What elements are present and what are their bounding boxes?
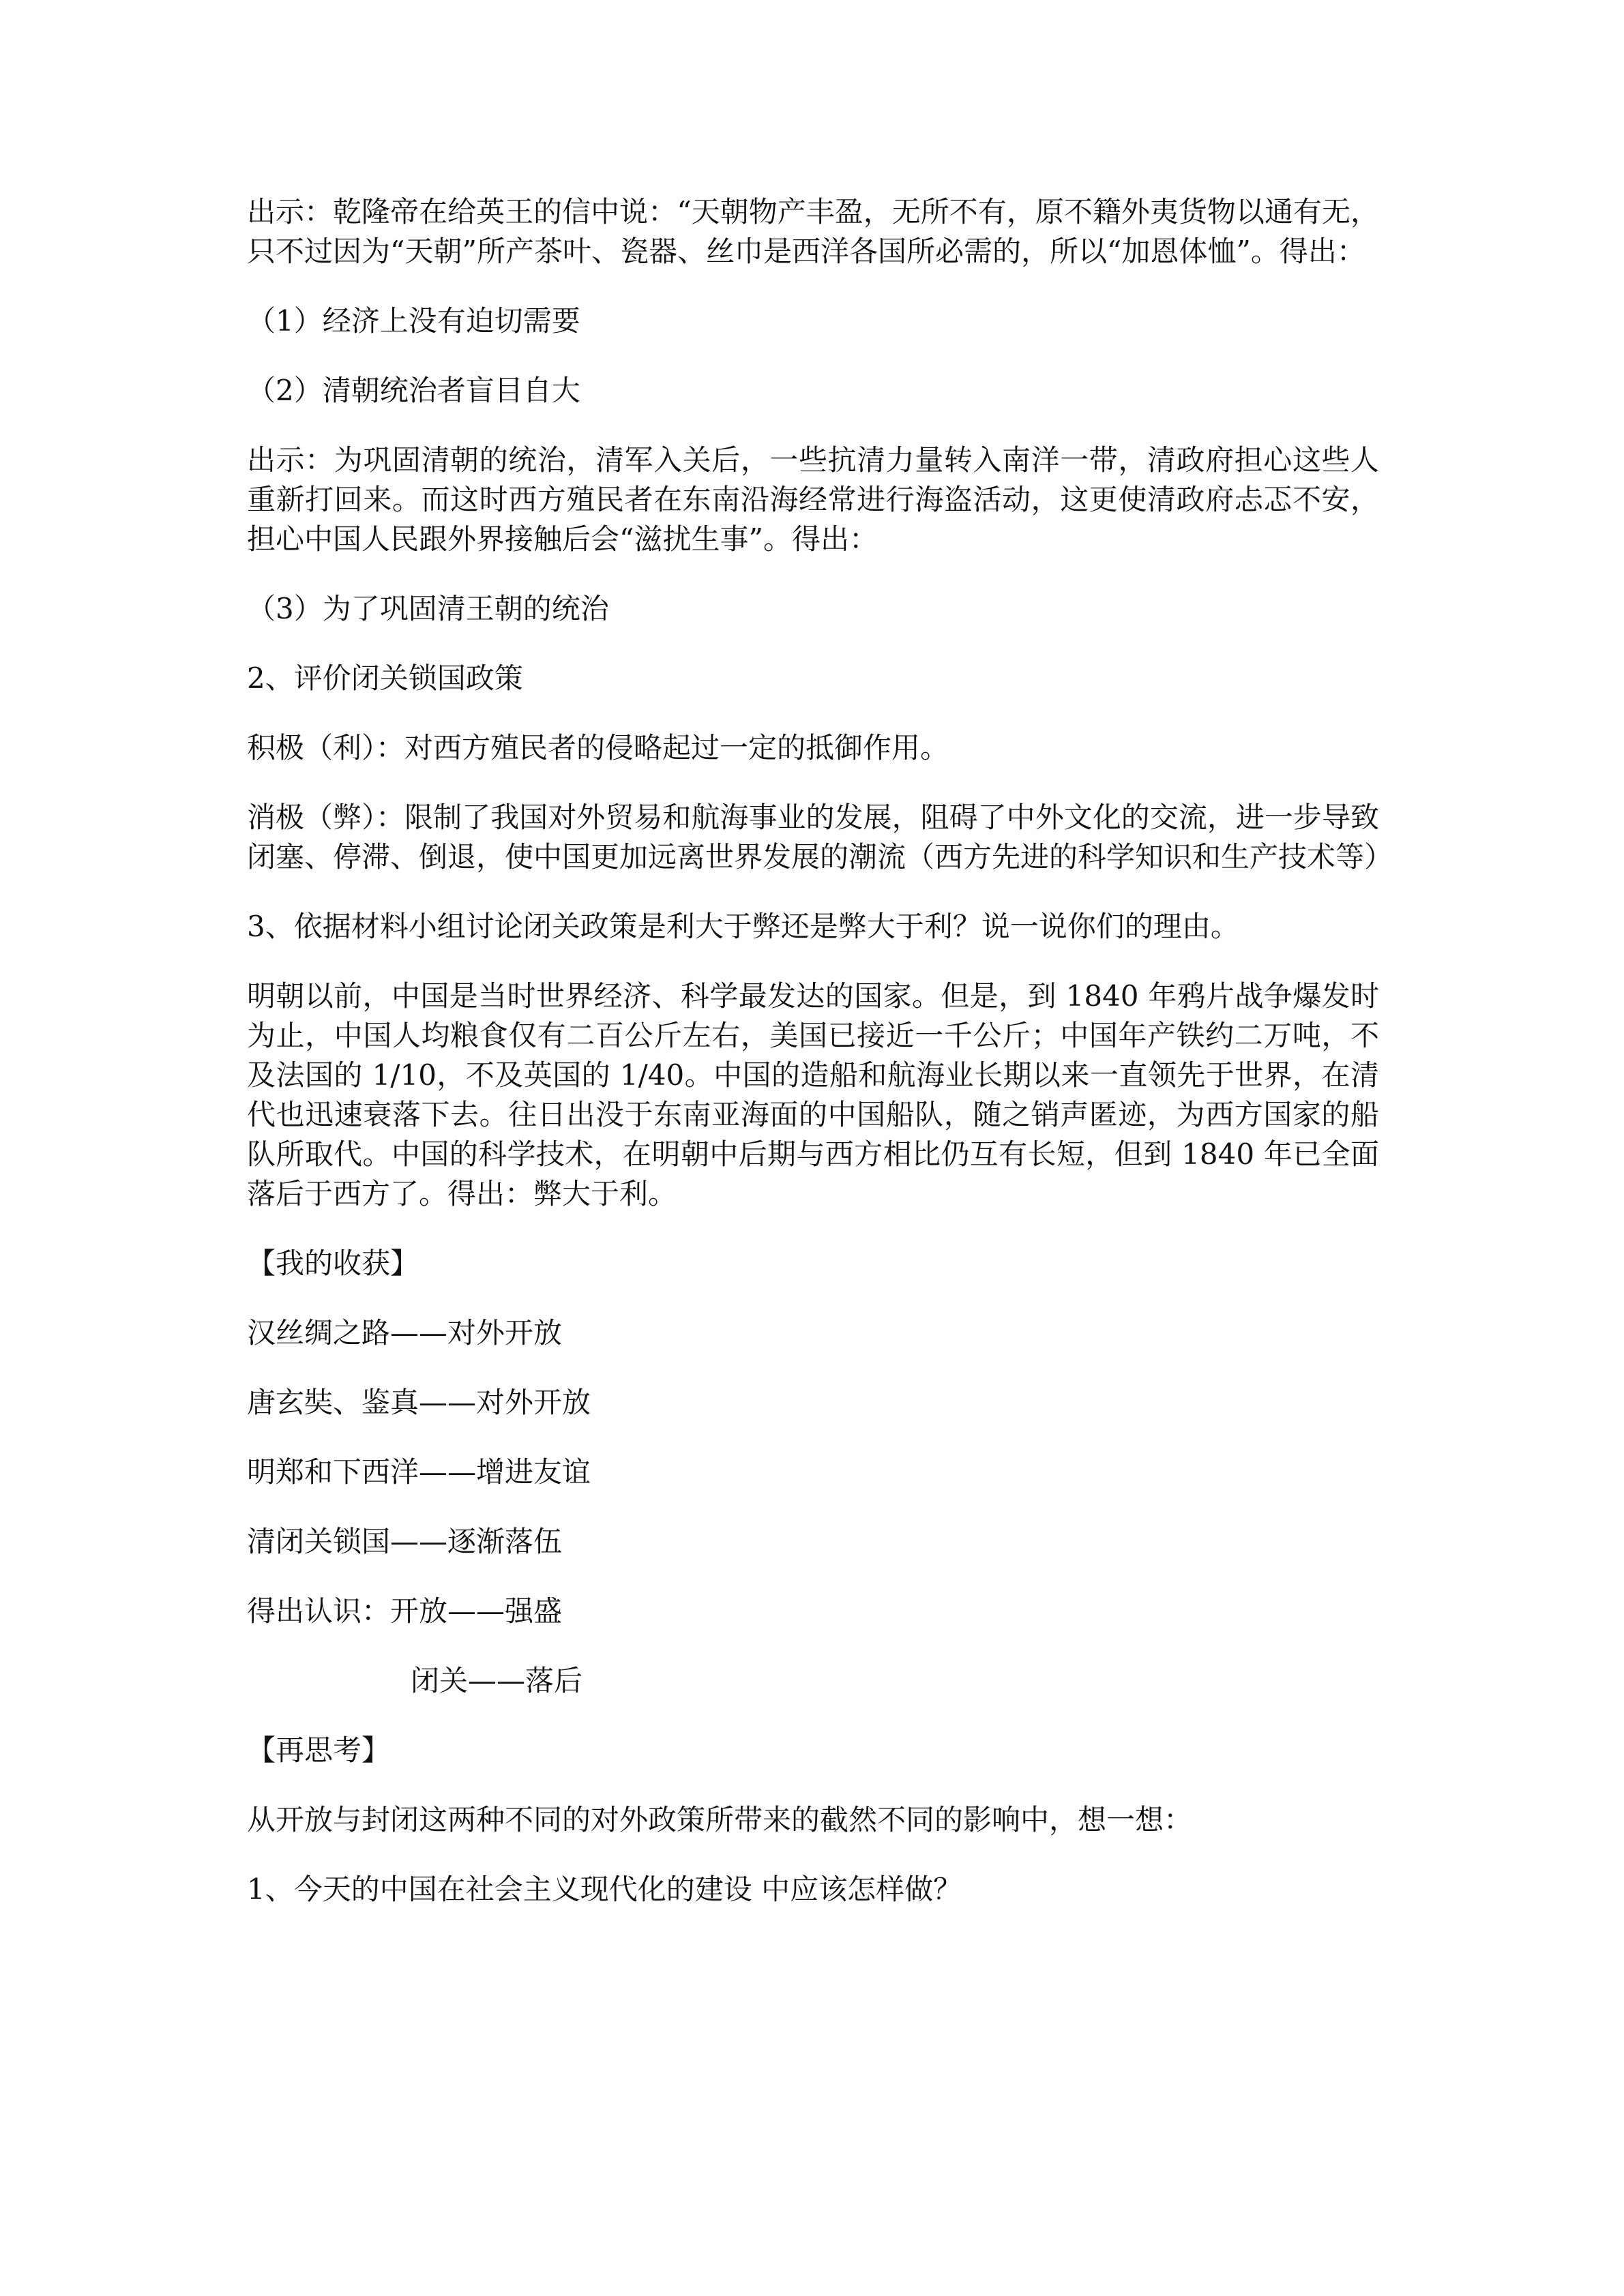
conclusion-open: 得出认识：开放——强盛	[247, 1594, 563, 1628]
gain-item-tang: 唐玄奘、鉴真——对外开放	[247, 1386, 591, 1419]
heading-group-discussion: 3、依据材料小组讨论闭关政策是利大于弊还是弊大于利？说一说你们的理由。	[247, 910, 1239, 943]
paragraph-ming-comparison: 明朝以前，中国是当时世界经济、科学最发达的国家。但是，到 1840 年鸦片战争爆发时为止，中国人均粮食仅有二百公斤左右，美国已接近一千公斤；中国年产铁约二万吨，不及法国的 1/10，不及英国的 1/40。中国的造船和航海业长期以来一直领先于世界，在清代也迅速衰落下去。往日出没于东南亚海面的中国船队，随之销声匿迹，为西方国家的船队所取代。中国的科学技术，在明朝中后期与西方相比仍互有长短，但到 1840 年已全面落后于西方了。得出：弊大于利。	[247, 979, 1379, 1210]
paragraph-reason-3: （3）为了巩固清王朝的统治	[247, 592, 609, 625]
heading-my-gains: 【我的收获】	[247, 1247, 419, 1280]
paragraph-reason-2: （2）清朝统治者盲目自大	[247, 374, 580, 407]
gain-item-qing: 清闭关锁国——逐渐落伍	[247, 1525, 563, 1558]
document-body	[247, 192, 1393, 1939]
gain-item-han: 汉丝绸之路——对外开放	[247, 1316, 563, 1350]
paragraph-qianlong-letter: 出示：乾隆帝在给英王的信中说：“天朝物产丰盈，无所不有，原不籍外夷货物以通有无，只不过因为“天朝”所产茶叶、瓷器、丝巾是西洋各国所必需的，所以“加恩体恤”。得出：	[247, 195, 1379, 268]
paragraph-positive: 积极（利）：对西方殖民者的侵略起过一定的抵御作用。	[247, 731, 949, 764]
gain-item-ming: 明郑和下西洋——增进友谊	[247, 1455, 591, 1489]
paragraph-rethink-prompt: 从开放与封闭这两种不同的对外政策所带来的截然不同的影响中，想一想：	[247, 1803, 1193, 1836]
paragraph-consolidate-rule: 出示：为巩固清朝的统治，清军入关后，一些抗清力量转入南洋一带，清政府担心这些人重新打回来。而这时西方殖民者在东南沿海经常进行海盗活动，这更使清政府忐忑不安，担心中国人民跟外界接触后会“滋扰生事”。得出：	[247, 443, 1379, 556]
heading-evaluate-policy: 2、评价闭关锁国政策	[247, 661, 523, 695]
paragraph-negative: 消极（弊）：限制了我国对外贸易和航海事业的发展，阻碍了中外文化的交流，进一步导致闭塞、停滞、倒退，使中国更加远离世界发展的潮流（西方先进的科学知识和生产技术等）	[247, 801, 1393, 874]
heading-rethink: 【再思考】	[247, 1733, 391, 1767]
question-1: 1、今天的中国在社会主义现代化的建设 中应该怎样做？	[247, 1873, 962, 1906]
conclusion-closed: 闭关——落后	[411, 1664, 583, 1697]
paragraph-reason-1: （1）经济上没有迫切需要	[247, 304, 580, 338]
